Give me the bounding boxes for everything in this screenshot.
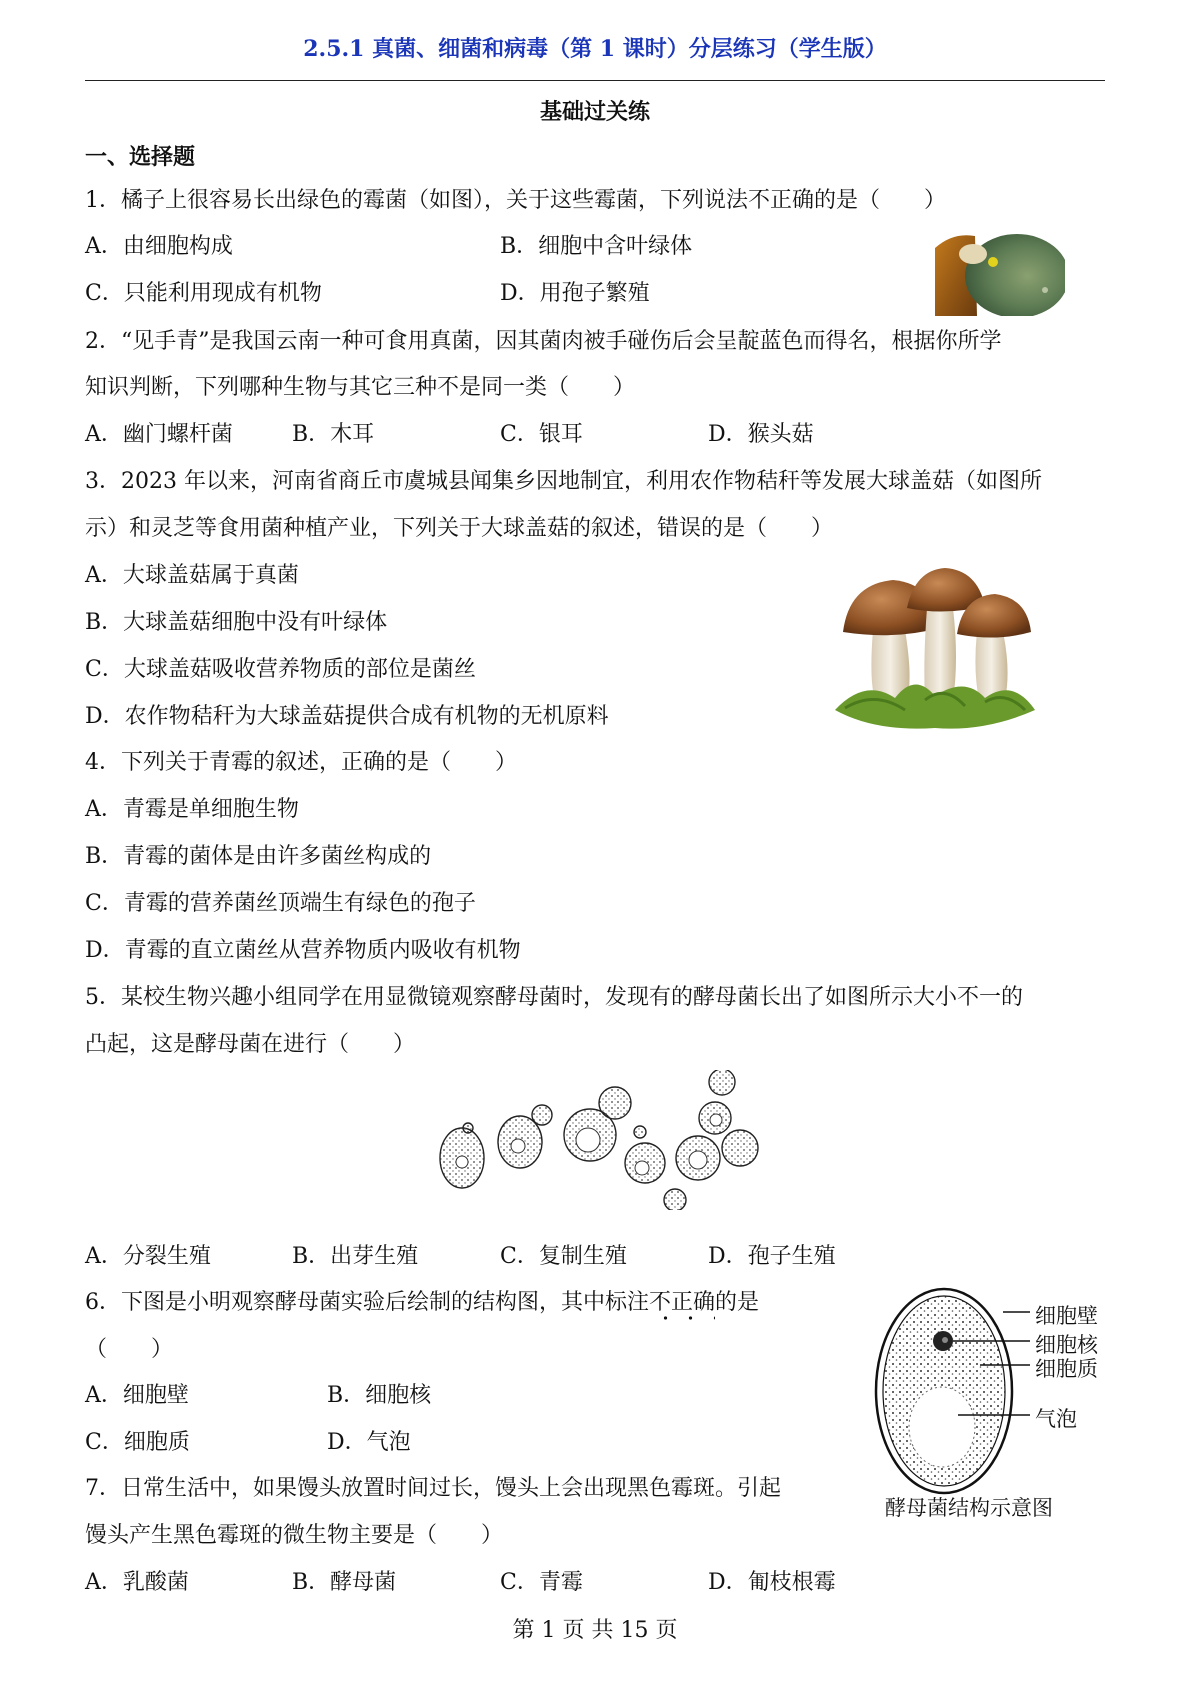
q6-stem-post: 的是: [715, 1290, 760, 1315]
q7-option-d: D．匍枝根霉: [708, 1570, 836, 1595]
q6-option-c: C．细胞质: [85, 1430, 190, 1455]
worksheet-title: 2.5.1 真菌、细菌和病毒（第 1 课时）分层练习（学生版）: [303, 36, 887, 62]
moldy-orange-photo: [935, 228, 1065, 316]
q3-option-a: A．大球盖菇属于真菌: [85, 563, 299, 588]
q4-stem: 4．下列关于青霉的叙述，正确的是（ ）: [85, 750, 517, 775]
yeast-structure-diagram: [870, 1285, 1050, 1500]
q7-option-b: B．酵母菌: [292, 1570, 397, 1595]
q5-option-a: A．分裂生殖: [85, 1244, 211, 1269]
q1-option-b: B．细胞中含叶绿体: [500, 234, 693, 259]
q5-stem-line2: 凸起，这是酵母菌在进行（ ）: [85, 1032, 416, 1057]
part-heading: 一、选择题: [85, 144, 196, 170]
q1-option-d: D．用孢子繁殖: [500, 281, 650, 306]
q4-option-a: A．青霉是单细胞生物: [85, 797, 299, 822]
q4-option-c: C．青霉的营养菌丝顶端生有绿色的孢子: [85, 891, 476, 916]
q6-option-d: D．气泡: [327, 1430, 411, 1455]
q7-option-c: C．青霉: [500, 1570, 583, 1595]
q2-stem-line1: 2．“见手青”是我国云南一种可食用真菌，因其菌肉被手碰伤后会呈靛蓝色而得名，根据你所学: [85, 329, 1002, 354]
q5-option-b: B．出芽生殖: [292, 1244, 419, 1269]
budding-yeast-illustration: [430, 1070, 760, 1210]
mushroom-photo: [835, 560, 1035, 735]
section-title: 基础过关练: [539, 99, 650, 125]
q2-option-a: A．幽门螺杆菌: [85, 422, 233, 447]
q6-option-b: B．细胞核: [327, 1383, 432, 1408]
q2-stem-line2: 知识判断，下列哪种生物与其它三种不是同一类（ ）: [85, 375, 636, 400]
q7-option-a: A．乳酸菌: [85, 1570, 189, 1595]
q1-option-a: A．由细胞构成: [85, 234, 233, 259]
q3-option-b: B．大球盖菇细胞中没有叶绿体: [85, 610, 388, 635]
q4-option-b: B．青霉的菌体是由许多菌丝构成的: [85, 844, 432, 869]
header-divider: [85, 80, 1105, 81]
q1-option-c: C．只能利用现成有机物: [85, 281, 322, 306]
q3-option-d: D．农作物秸秆为大球盖菇提供合成有机物的无机原料: [85, 704, 609, 729]
q5-option-c: C．复制生殖: [500, 1244, 627, 1269]
yeast-label-cell-wall: 细胞壁: [1035, 1304, 1098, 1328]
q2-option-c: C．银耳: [500, 422, 583, 447]
q6-stem-emphasis: 不正确: [649, 1290, 715, 1321]
yeast-diagram-caption: 酵母菌结构示意图: [885, 1496, 1053, 1520]
q3-stem-line1: 3．2023 年以来，河南省商丘市虞城县闻集乡因地制宜，利用农作物秸秆等发展大球盖菇（如图所: [85, 469, 1042, 494]
q2-option-d: D．猴头菇: [708, 422, 814, 447]
q7-stem-line1: 7．日常生活中，如果馒头放置时间过长，馒头上会出现黑色霉斑。引起: [85, 1476, 781, 1501]
q5-stem-line1: 5．某校生物兴趣小组同学在用显微镜观察酵母菌时，发现有的酵母菌长出了如图所示大小不一的: [85, 985, 1024, 1010]
q3-stem-line2: 示）和灵芝等食用菌种植产业，下列关于大球盖菇的叙述，错误的是（ ）: [85, 516, 834, 541]
q2-option-b: B．木耳: [292, 422, 375, 447]
q4-option-d: D．青霉的直立菌丝从营养物质内吸收有机物: [85, 938, 521, 963]
yeast-label-nucleus: 细胞核: [1035, 1333, 1098, 1357]
yeast-label-cytoplasm: 细胞质: [1035, 1357, 1098, 1381]
q6-stem-pre: 6．下图是小明观察酵母菌实验后绘制的结构图，其中标注: [85, 1290, 649, 1315]
q5-option-d: D．孢子生殖: [708, 1244, 836, 1269]
q6-stem-line2: （ ）: [85, 1337, 174, 1362]
q1-stem: 1．橘子上很容易长出绿色的霉菌（如图），关于这些霉菌，下列说法不正确的是（ ）: [85, 188, 947, 213]
page-number: 第 1 页 共 15 页: [512, 1618, 678, 1643]
q3-option-c: C．大球盖菇吸收营养物质的部位是菌丝: [85, 657, 476, 682]
q6-stem-line1: [85, 1288, 759, 1318]
q7-stem-line2: 馒头产生黑色霉斑的微生物主要是（ ）: [85, 1523, 504, 1548]
yeast-label-bubble: 气泡: [1035, 1407, 1077, 1431]
q6-option-a: A．细胞壁: [85, 1383, 189, 1408]
